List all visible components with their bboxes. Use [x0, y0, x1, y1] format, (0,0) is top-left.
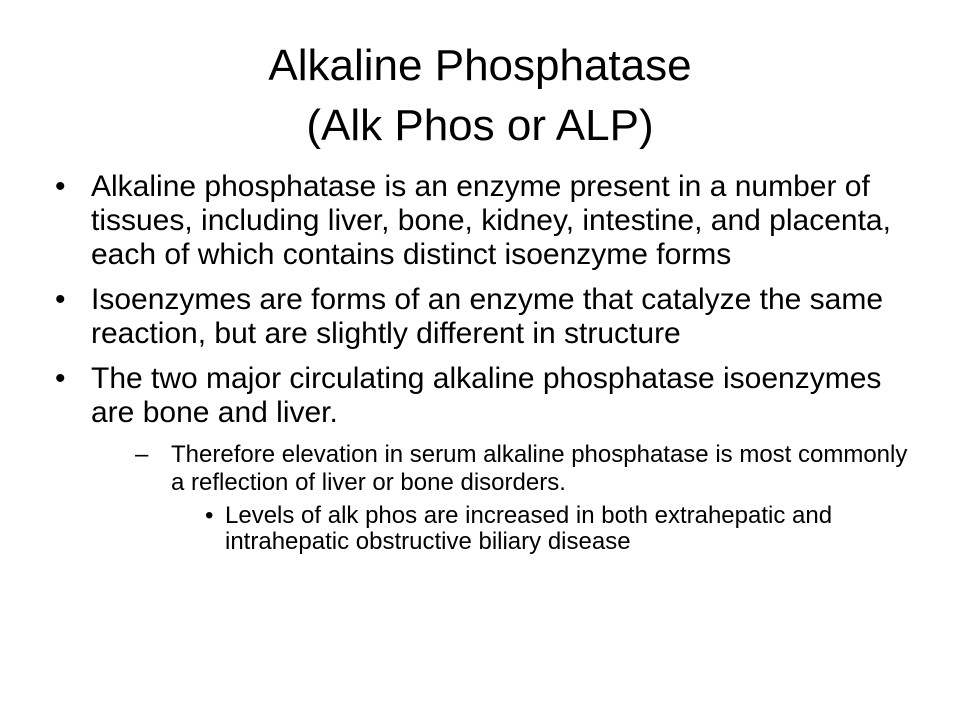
bullet-list — [55, 170, 915, 555]
sub-bullet-text: Therefore elevation in serum alkaline phosphatase is most commonly a reflection of liver or bone disorders. — [171, 441, 908, 496]
sub-sub-bullet-text: Levels of alk phos are increased in both extrahepatic and intrahepatic obstructive biliary disease — [225, 502, 833, 555]
bullet-item-2 — [55, 283, 915, 351]
bullet-item-3 — [55, 362, 915, 430]
slide-title — [0, 36, 960, 156]
bullet-marker: • — [55, 362, 66, 395]
bullet-marker: • — [55, 283, 66, 316]
title-line-1: Alkaline Phosphatase — [268, 41, 692, 90]
bullet-marker: • — [55, 170, 66, 203]
title-line-2: (Alk Phos or ALP) — [306, 101, 654, 150]
bullet-text-2: Isoenzymes are forms of an enzyme that catalyze the same reaction, but are slightly different in structure — [91, 283, 884, 350]
bullet-text-3: The two major circulating alkaline phosphatase isoenzymes are bone and liver. — [91, 362, 882, 429]
sub-bullet-item — [135, 441, 915, 497]
dash-marker: – — [135, 441, 149, 468]
bullet-text-1: Alkaline phosphatase is an enzyme present in a number of tissues, including liver, bone, kidney, intestine, and placenta, each of which contains distinct isoenzyme forms — [91, 170, 891, 271]
bullet-marker: • — [205, 502, 214, 529]
bullet-item-1 — [55, 170, 915, 272]
sub-sub-bullet-item — [205, 503, 915, 555]
